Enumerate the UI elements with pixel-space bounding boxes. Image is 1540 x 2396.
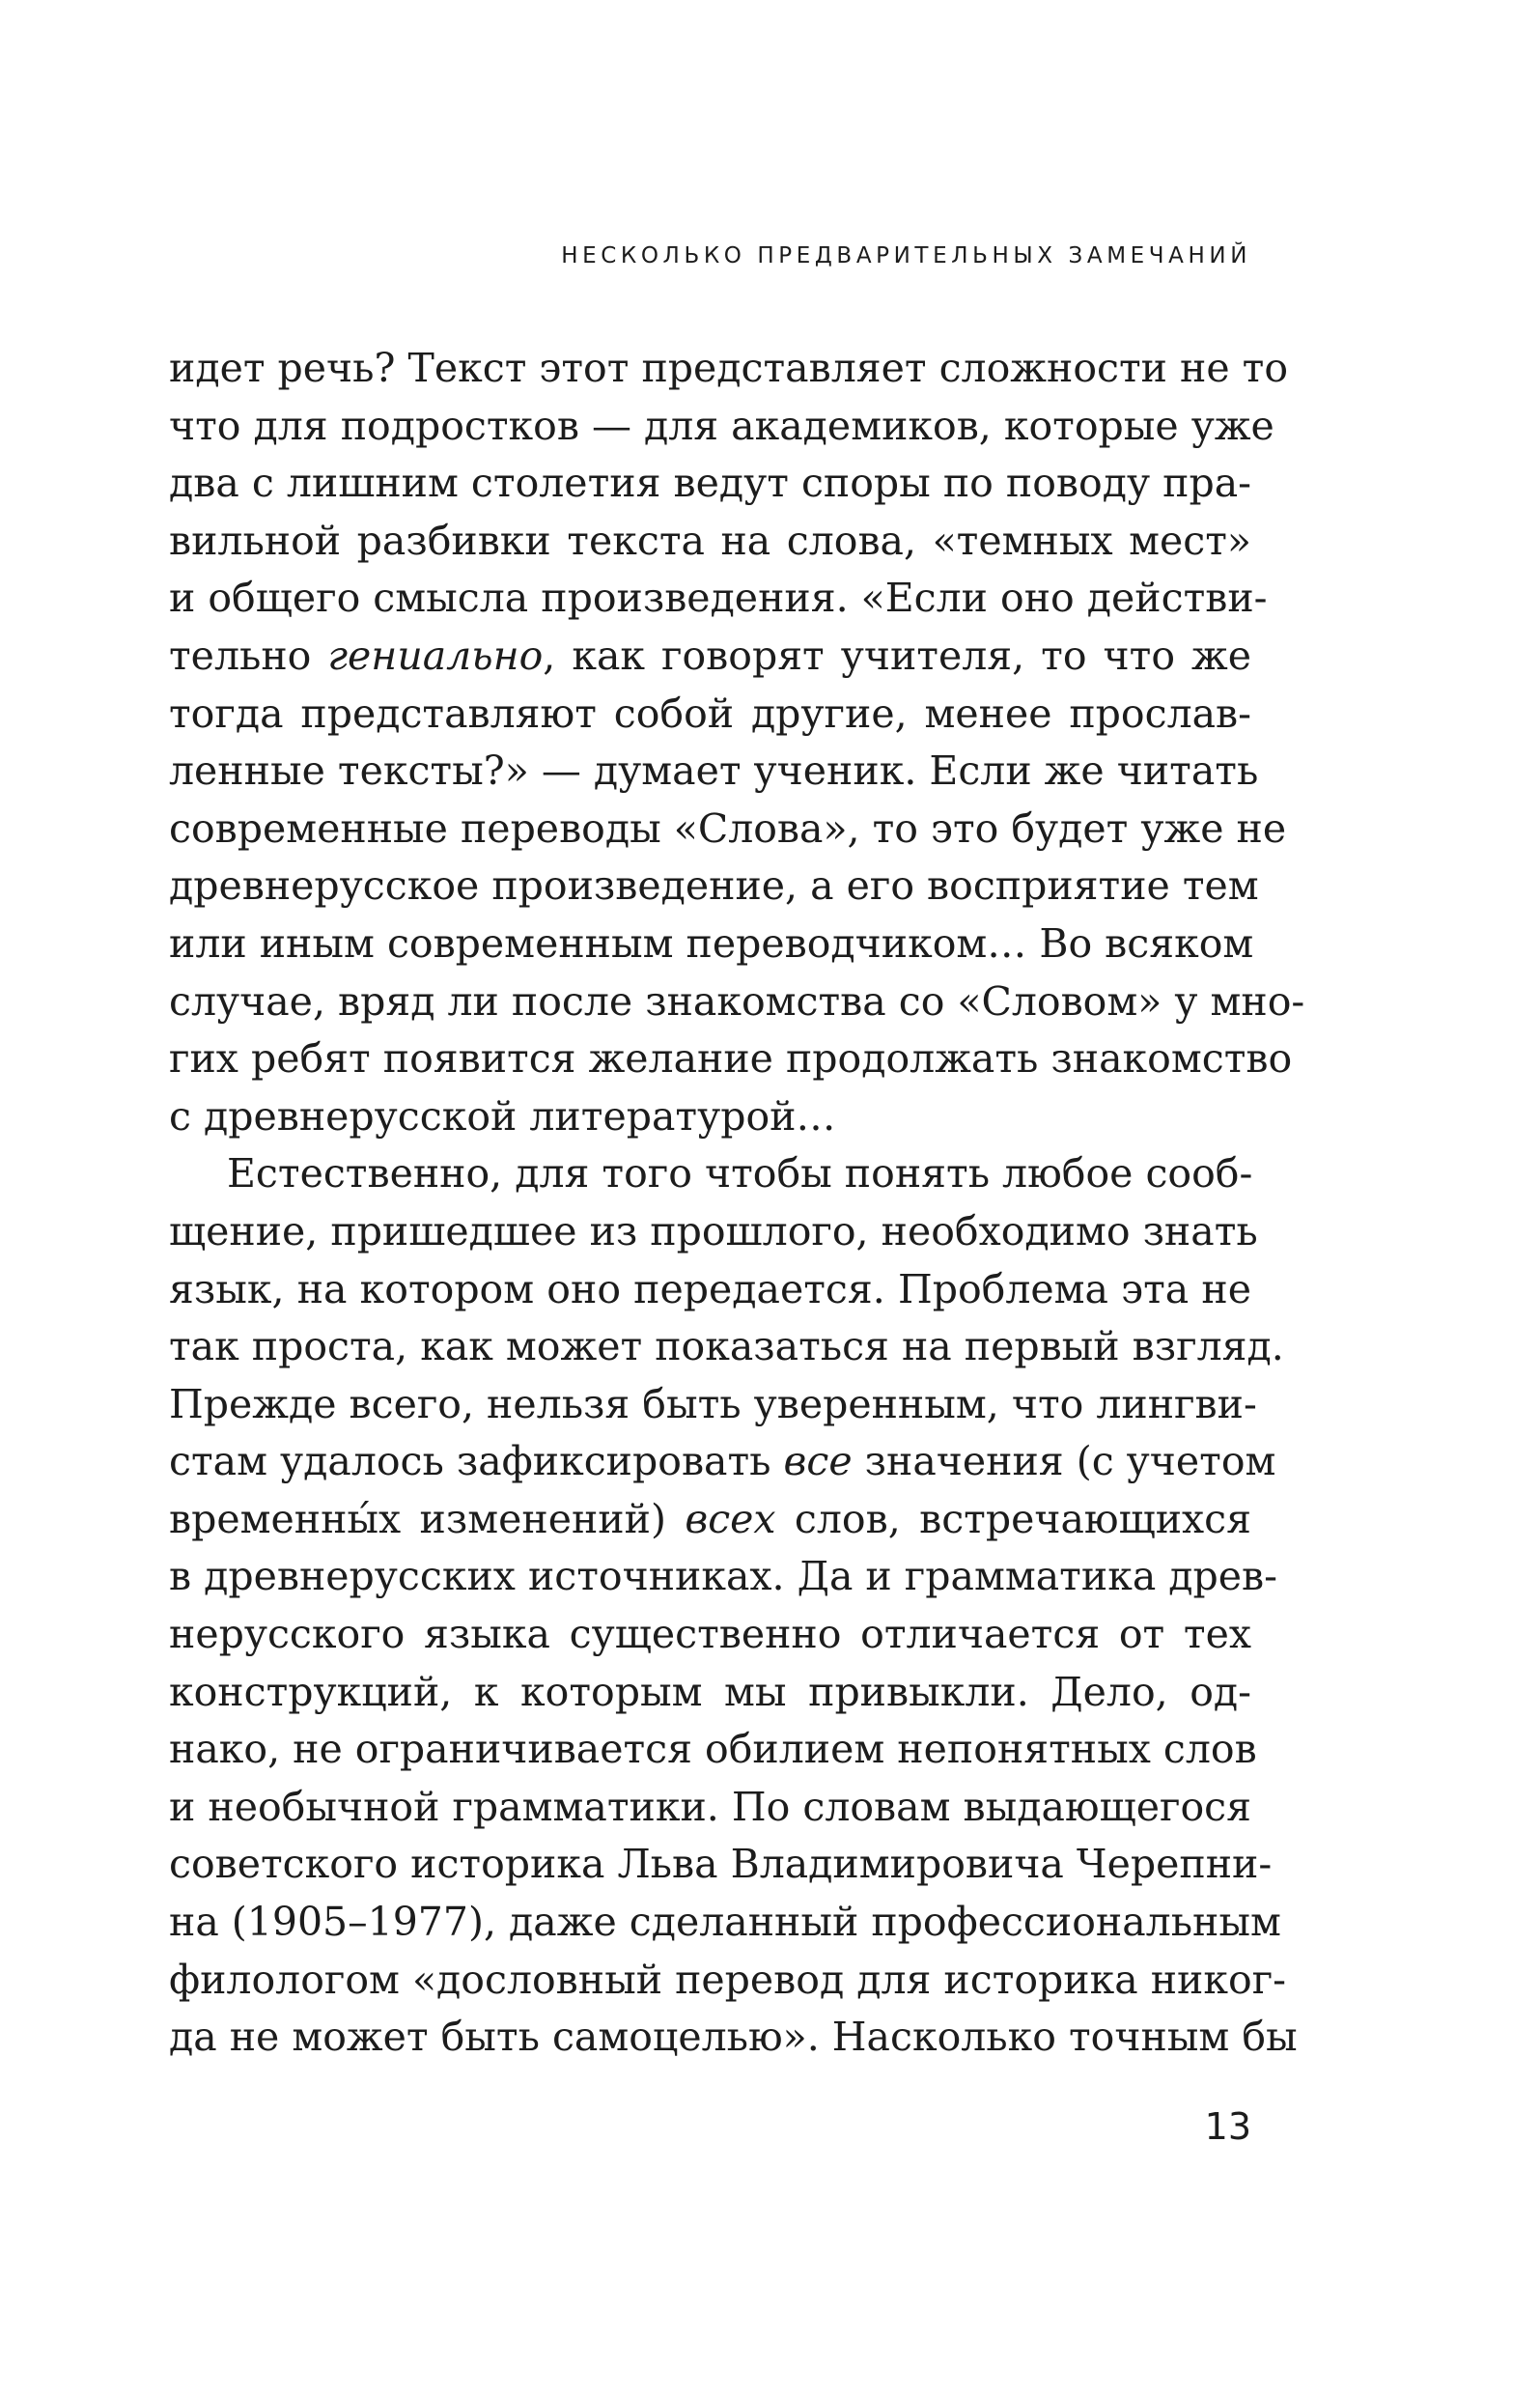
text-segment: стам удалось зафиксировать [169,1438,784,1485]
text-line [169,1548,1277,1606]
text-line [169,1203,1258,1261]
text-segment: с древнерусской литературой… [169,1092,836,1140]
text-segment: Естественно, для того чтобы понять любое сооб- [227,1150,1253,1198]
text-segment: современные переводы «Слова», то это будет уже не [169,804,1287,852]
text-segment: нерусского языка существенно отличается от тех [169,1611,1251,1658]
text-line [169,1491,1251,1549]
text-line [169,2009,1298,2067]
text-line [169,1376,1257,1434]
text-segment: так проста, как может показаться на первый взгляд. [169,1323,1284,1370]
text-segment: и необычной грамматики. По словам выдающегося [169,1783,1251,1830]
text-line [169,1318,1284,1376]
text-segment: филологом «дословный перевод для историка никог- [169,1956,1287,2003]
text-line [169,801,1287,859]
text-line [169,1894,1281,1952]
text-line [169,628,1251,686]
text-line [169,1779,1251,1837]
text-segment: да не может быть самоцелью». Насколько точным бы [169,2014,1298,2061]
text-segment: Прежде всего, нельзя быть уверенным, что лингви- [169,1380,1257,1427]
text-line [169,340,1289,398]
text-segment: нако, не ограничивается обилием непонятных слов [169,1726,1257,1773]
text-line [169,455,1251,513]
text-segment: советского историка Льва Владимировича Черепни- [169,1841,1273,1888]
italic-text: все [783,1438,853,1485]
text-segment: случае, вряд ли после знакомства со «Словом» у мно- [169,977,1305,1025]
text-line [169,398,1274,456]
text-line [169,1261,1251,1319]
text-segment: что для подростков — для академиков, которые уже [169,402,1274,449]
paragraph [169,1145,1298,2067]
text-line [169,686,1251,744]
text-line [169,513,1251,571]
running-head: НЕСКОЛЬКО ПРЕДВАРИТЕЛЬНЫХ ЗАМЕЧАНИЙ [561,243,1251,268]
text-line [169,1145,1251,1203]
text-line [169,570,1268,628]
page-number: 13 [1204,2105,1251,2148]
text-segment: ленные тексты?» — думает ученик. Если же читать [169,747,1259,795]
text-segment: язык, на котором оно передается. Проблема эта не [169,1265,1251,1312]
text-line [169,1030,1293,1088]
text-line [169,916,1254,973]
italic-text: гениально [327,632,544,679]
text-segment: идет речь? Текст этот представляет сложности не то [169,345,1289,391]
text-segment: конструкций, к которым мы привыкли. Дело, од- [169,1668,1251,1715]
text-line [169,1664,1251,1722]
text-segment: тогда представляют собой другие, менее прослав- [169,690,1251,737]
text-line [169,1433,1276,1491]
text-line [169,973,1305,1031]
text-segment: тельно [169,632,328,679]
text-segment: вильной разбивки текста на слова, «темных мест» [169,517,1251,564]
text-segment: на (1905–1977), даже сделанный профессиональным [169,1899,1281,1946]
text-segment: значения (с учетом [852,1438,1276,1485]
text-segment: слов, встречающихся [775,1495,1251,1542]
text-segment: и общего смысла произведения. «Если оно действи- [169,575,1268,622]
text-segment: , как говорят учителя, то что же [543,632,1251,679]
text-segment: древнерусское произведение, а его восприятие тем [169,862,1259,910]
text-line [169,1088,1251,1146]
text-segment: или иным современным переводчиком… Во всяком [169,919,1254,967]
text-segment: гих ребят появится желание продолжать знакомство [169,1035,1293,1083]
text-segment: два с лишним столетия ведут споры по поводу пра- [169,460,1251,507]
body-text [169,340,1305,2067]
text-segment: временны́х изменений) [169,1495,686,1542]
text-line [169,743,1259,801]
text-line [169,1952,1287,2010]
text-line [169,1721,1257,1779]
text-line [169,858,1259,916]
text-segment: в древнерусских источниках. Да и грамматика древ- [169,1553,1277,1600]
paragraph [169,340,1305,1145]
text-line [169,1606,1251,1664]
text-line [169,1836,1273,1894]
text-segment: щение, пришедшее из прошлого, необходимо знать [169,1207,1258,1254]
italic-text: всех [685,1495,776,1542]
